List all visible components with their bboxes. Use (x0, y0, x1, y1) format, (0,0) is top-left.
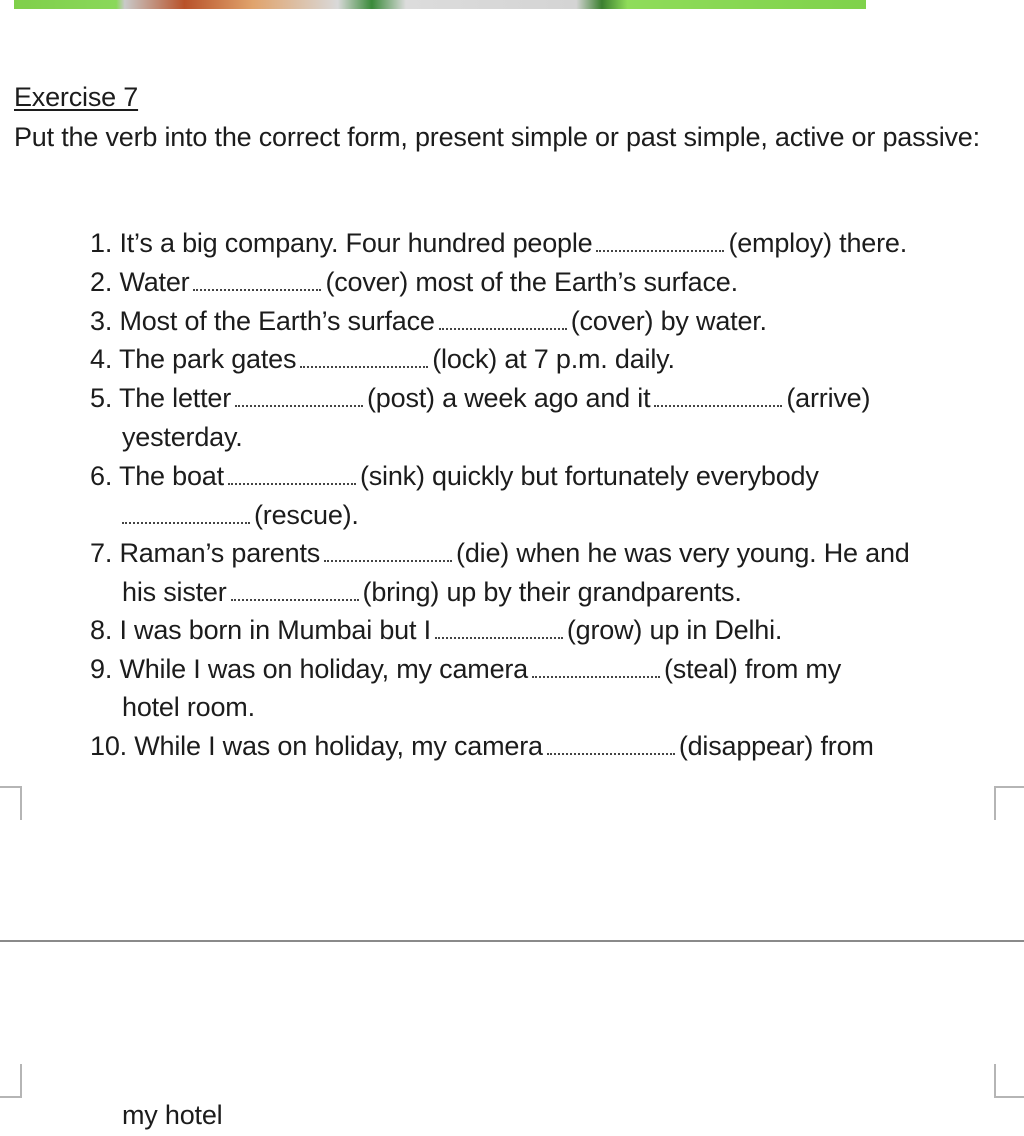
question-9-continued: hotel room. (122, 692, 255, 722)
question-2: 2. Water (cover) most of the Earth’s surface. (90, 267, 738, 297)
question-10-continued: my hotel (122, 1100, 223, 1130)
question-6: 6. The boat (sink) quickly but fortunately everybody (90, 461, 819, 491)
answer-blank[interactable] (228, 469, 356, 485)
question-10: 10. While I was on holiday, my camera (disappear) from (90, 731, 874, 761)
answer-blank[interactable] (231, 585, 359, 601)
question-5: 5. The letter (post) a week ago and it (arrive) (90, 383, 871, 413)
header-illustration-strip (14, 0, 866, 9)
exercise-instructions: Put the verb into the correct form, present simple or past simple, active or passive: (14, 122, 980, 152)
page-margin-corner-icon (994, 786, 1024, 820)
answer-blank[interactable] (596, 236, 724, 252)
question-9: 9. While I was on holiday, my camera (steal) from my (90, 654, 842, 684)
question-8: 8. I was born in Mumbai but I (grow) up in Delhi. (90, 615, 783, 645)
answer-blank[interactable] (235, 391, 363, 407)
answer-blank[interactable] (439, 314, 567, 330)
question-5-continued: yesterday. (122, 422, 243, 452)
question-7: 7. Raman’s parents (die) when he was very young. He and (90, 538, 910, 568)
answer-blank[interactable] (324, 546, 452, 562)
question-1: 1. It’s a big company. Four hundred people (employ) there. (90, 228, 908, 258)
answer-blank[interactable] (435, 623, 563, 639)
page-break-divider (0, 940, 1024, 942)
answer-blank[interactable] (532, 662, 660, 678)
question-7-continued: his sister (bring) up by their grandparents. (122, 577, 742, 607)
answer-blank[interactable] (547, 739, 675, 755)
answer-blank[interactable] (122, 508, 250, 524)
answer-blank[interactable] (193, 275, 321, 291)
page-margin-corner-icon (0, 1064, 22, 1098)
question-6-continued: (rescue). (118, 500, 359, 531)
page-margin-corner-icon (994, 1064, 1024, 1098)
answer-blank[interactable] (654, 391, 782, 407)
exercise-title: Exercise 7 (14, 82, 139, 112)
page-margin-corner-icon (0, 786, 22, 820)
question-4: 4. The park gates (lock) at 7 p.m. daily. (90, 344, 675, 374)
question-3: 3. Most of the Earth’s surface (cover) by water. (90, 306, 767, 336)
answer-blank[interactable] (300, 352, 428, 368)
